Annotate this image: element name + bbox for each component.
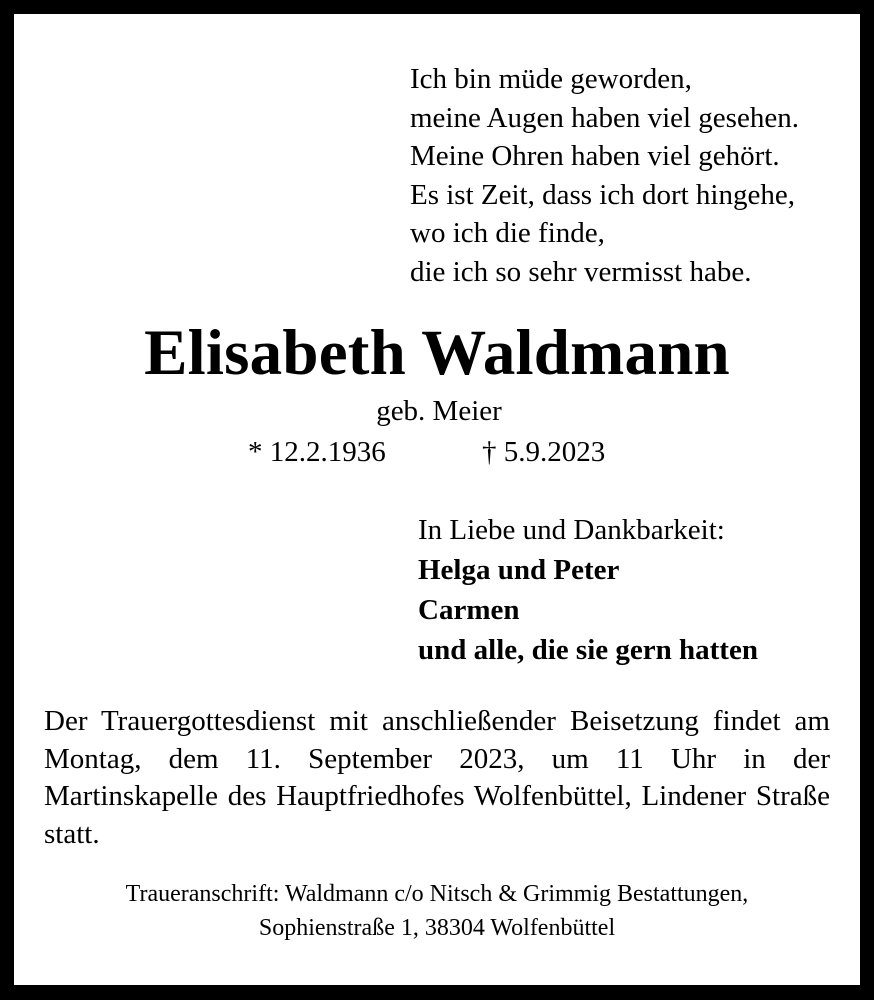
mourners-intro: In Liebe und Dankbarkeit: <box>418 514 725 546</box>
poem-line: wo ich die finde, <box>410 217 605 249</box>
poem-line: Es ist Zeit, dass ich dort hingehe, <box>410 178 795 211</box>
death-date: † 5.9.2023 <box>482 436 606 468</box>
maiden-name: geb. Meier <box>376 395 502 427</box>
mourning-address <box>0 877 874 945</box>
poem-line: Ich bin müde geworden, <box>410 63 692 95</box>
poem-line: die ich so sehr vermisst habe. <box>410 255 752 288</box>
poem-line: Meine Ohren haben viel gehört. <box>410 140 780 172</box>
funeral-service-notice: Der Trauergottesdienst mit anschließender Beisetzung findet am Montag, dem 11. September 2023, um 11 Uhr in der Martinskapelle des Hauptfriedhofes Wolfenbüttel, Lindener Straße statt. <box>44 705 830 850</box>
address-line: Traueranschrift: Waldmann c/o Nitsch & Grimmig Bestattungen, <box>125 881 749 907</box>
mourner-name: Carmen <box>418 594 520 626</box>
address-line: Sophienstraße 1, 38304 Wolfenbüttel <box>258 915 616 941</box>
poem-line: meine Augen haben viel gesehen. <box>410 101 799 134</box>
poem <box>410 60 850 291</box>
deceased-name: Elisabeth Waldmann <box>144 317 730 389</box>
mourner-name: und alle, die sie gern hatten <box>418 634 758 666</box>
birth-date: * 12.2.1936 <box>248 436 386 468</box>
mourners <box>418 510 838 670</box>
mourner-name: Helga und Peter <box>418 554 620 586</box>
